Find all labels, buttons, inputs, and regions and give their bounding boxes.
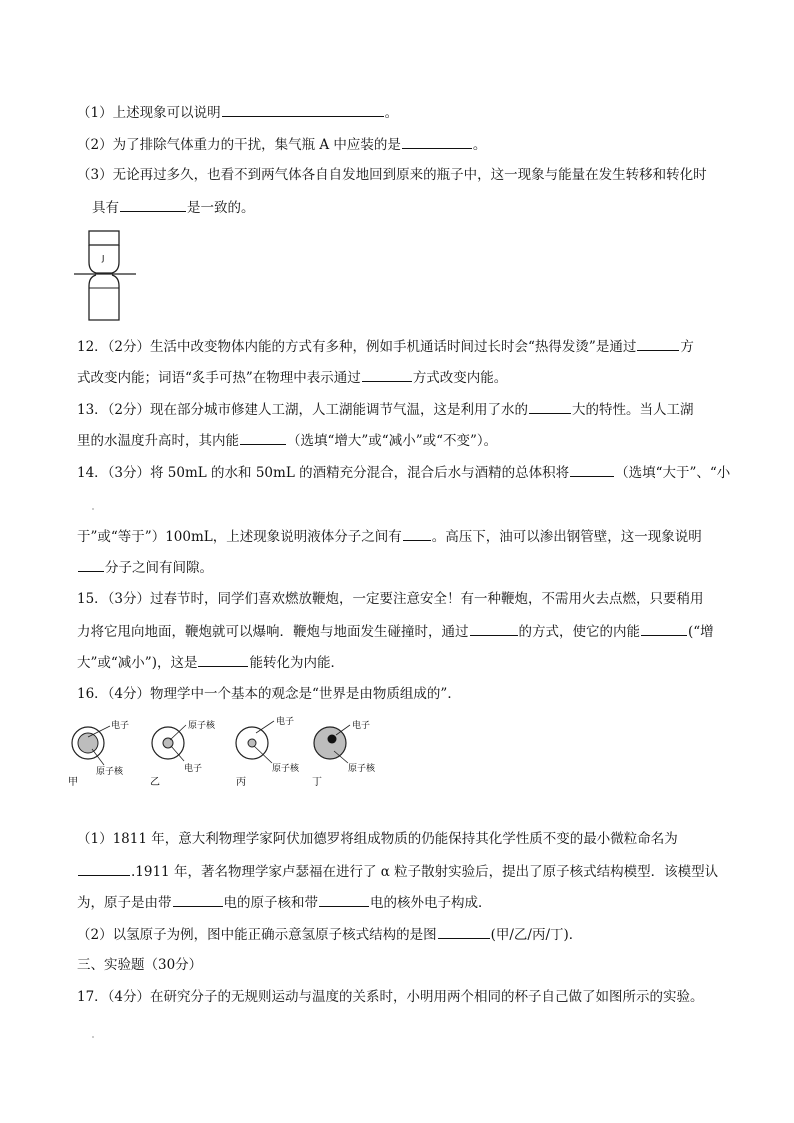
q17-line1: 17．（4分）在研究分子的无规则运动与温度的关系时，小明用两个相同的杯子自己做了如图所示的实验。 xyxy=(77,989,704,1005)
atom-bing-nucleus-label: 原子核 xyxy=(272,764,300,774)
q13-line1: 13．（2分）现在部分城市修建人工湖，人工湖能调节气温，这是利用了水的 大的特性。当人工湖 xyxy=(77,399,694,420)
atom-jia-name: 甲 xyxy=(68,777,78,787)
answer-blank[interactable] xyxy=(637,336,679,351)
atom-ding-electron xyxy=(328,735,337,744)
q15-line3: 大”或“减小”)，这是 能转化为内能． xyxy=(77,652,344,673)
answer-blank[interactable] xyxy=(222,102,384,117)
q14-line1: 14．（3分）将 50mL 的水和 50mL 的酒精充分混合，混合后水与酒精的总体积将 （选填“大于”、“小 xyxy=(77,462,730,483)
q14-line2: 于”或“等于”）100mL，上述现象说明液体分子之间有 。高压下，油可以渗出钢管壁，这一现象说明 xyxy=(77,526,702,547)
q11-sub3-line2: 具有 是一致的。 xyxy=(92,197,255,218)
answer-blank[interactable] xyxy=(173,892,223,907)
answer-blank[interactable] xyxy=(470,621,518,636)
q16-sub2: （2）以氢原子为例，图中能正确示意氢原子核式结构的是图 (甲/乙/丙/丁)． xyxy=(77,924,582,945)
atom-jia-electron-label: 电子 xyxy=(111,721,130,731)
answer-blank[interactable] xyxy=(362,367,412,382)
bottle-a-mark: J xyxy=(102,254,105,263)
answer-blank[interactable] xyxy=(529,399,571,414)
q11-sub1: （1）上述现象可以说明 。 xyxy=(77,102,398,123)
atom-models-figure xyxy=(66,713,388,787)
q12-line1: 12．（2分）生活中改变物体内能的方式有多种，例如手机通话时间过长时会“热得发烫”是通过 方 xyxy=(77,336,694,357)
atom-ding-nucleus-label: 原子核 xyxy=(348,764,376,774)
q15-line1: 15．（3分）过春节时，同学们喜欢燃放鞭炮，一定要注意安全！有一种鞭炮，不需用火去点燃，只要稍用 xyxy=(77,591,704,607)
atom-yi-name: 乙 xyxy=(150,777,160,787)
q14-line3: 分子之间有间隙。 xyxy=(77,557,213,578)
atom-ding-electron-label: 电子 xyxy=(352,721,371,731)
q11-sub2: （2）为了排除气体重力的干扰，集气瓶 A 中应装的是 。 xyxy=(77,134,486,155)
answer-blank[interactable] xyxy=(403,526,431,541)
scan-dot xyxy=(92,508,94,510)
q13-line2: 里的水温度升高时，其内能 （选填“增大”或“减小”或“不变”）。 xyxy=(77,430,497,451)
answer-blank[interactable] xyxy=(78,557,104,572)
atom-bing-center xyxy=(248,739,256,747)
q15-line2: 力将它甩向地面，鞭炮就可以爆响．鞭炮与地面发生碰撞时，通过 的方式，使它的内能 (“增 xyxy=(77,621,714,642)
atom-ding-name: 丁 xyxy=(312,777,322,787)
section-title-experiments: 三、实验题（30分） xyxy=(77,957,203,973)
atom-bing-electron-label: 电子 xyxy=(276,717,295,727)
q16-sub1-line1: （1）1811 年，意大利物理学家阿伏加德罗将组成物质的仍能保持其化学性质不变的最小微粒命名为 xyxy=(77,831,678,847)
q12-line2: 式改变内能；词语“炙手可热”在物理中表示通过 方式改变内能。 xyxy=(77,367,507,388)
scan-dot xyxy=(92,1036,94,1038)
atom-bing-name: 丙 xyxy=(236,777,246,787)
q11-sub3-line1: （3）无论再过多久，也看不到两气体各自自发地回到原来的瓶子中，这一现象与能量在发生转移和转化时 xyxy=(77,167,707,183)
q16-line1: 16．（4分）物理学中一个基本的观念是“世界是由物质组成的”． xyxy=(77,686,461,702)
q16-sub1-line2: .1911 年，著名物理学家卢瑟福在进行了 α 粒子散射实验后，提出了原子核式结构模型．该模型认 xyxy=(77,861,718,882)
atom-yi-nucleus-label: 原子核 xyxy=(188,721,216,731)
atom-yi-electron-label: 电子 xyxy=(184,764,203,774)
answer-blank[interactable] xyxy=(319,892,369,907)
answer-blank[interactable] xyxy=(402,134,472,149)
gas-bottles-figure xyxy=(72,228,140,326)
q16-sub1-line3: 为，原子是由带 电的原子核和带 电的核外电子构成． xyxy=(77,892,492,913)
atom-jia-nucleus xyxy=(78,733,98,753)
answer-blank[interactable] xyxy=(641,621,687,636)
answer-blank[interactable] xyxy=(570,462,614,477)
answer-blank[interactable] xyxy=(78,861,130,876)
atom-jia-nucleus-label: 原子核 xyxy=(96,767,124,777)
answer-blank[interactable] xyxy=(120,197,186,212)
answer-blank[interactable] xyxy=(198,652,248,667)
answer-blank[interactable] xyxy=(240,430,286,445)
answer-blank[interactable] xyxy=(438,924,490,939)
